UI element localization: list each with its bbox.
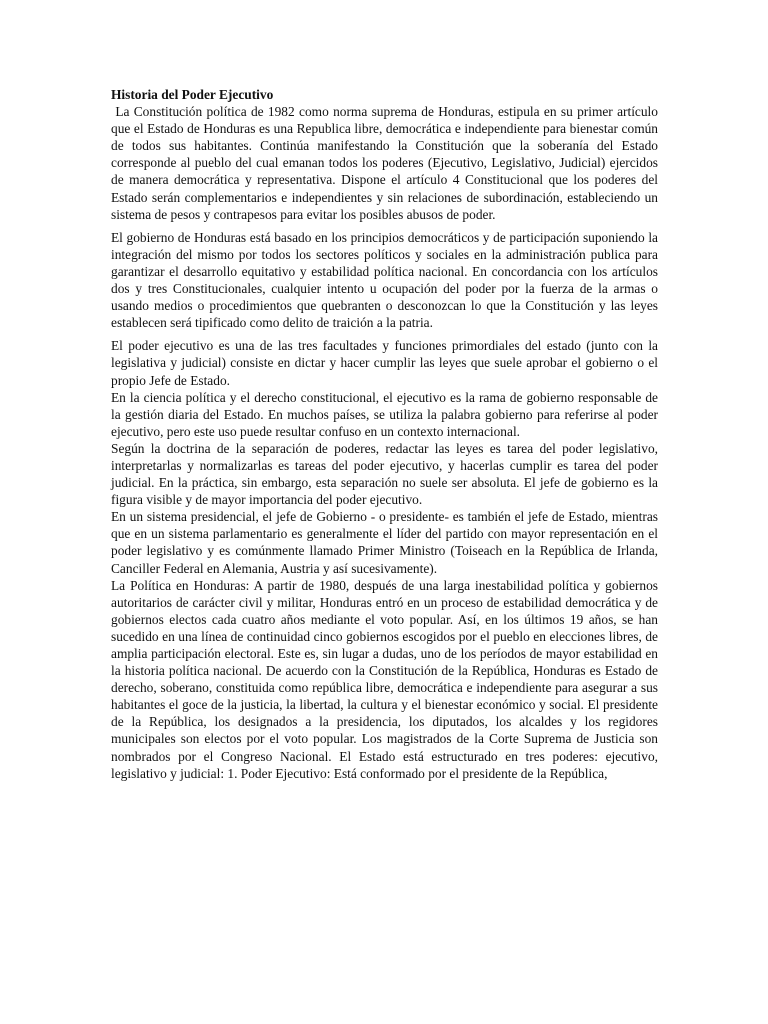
paragraph-constitucion: La Constitución política de 1982 como norma suprema de Honduras, estipula en su primer artículo que el Estado de Honduras es una Republica libre, democrática e independiente para bienestar común de todos sus habitantes. Continúa manifestando la Constitución que la soberanía del Estado corresponde al pueblo del cual emanan todos los poderes (Ejecutivo, Legislativo, Judicial) ejercidos de manera democrática y representativa. Dispone el artículo 4 Constitucional que los poderes del Estado serán complementarios e independientes y sin relaciones de subordinación, estableciendo un sistema de pesos y contrapesos para evitar los posibles abusos de poder. <box>111 104 662 222</box>
document-title: Historia del Poder Ejecutivo <box>111 87 274 102</box>
paragraph-sistema-presidencial: En un sistema presidencial, el jefe de Gobierno - o presidente- es también el jefe de Estado, mientras que en un sistema parlamentario es generalmente el líder del partido con mayor representación en el poder legislativo y es comúnmente llamado Primer Ministro (Toiseach en la República de Irlanda, Canciller Federal en Alemania, Austria y así sucesivamente). <box>111 509 658 576</box>
paragraph-separacion-poderes: Según la doctrina de la separación de poderes, redactar las leyes es tarea del poder legislativo, interpretarlas y normalizarlas es tareas del poder ejecutivo, y hacerlas cumplir es tarea del poder judicial. En la práctica, sin embargo, esta separación no suele ser absoluta. El jefe de gobierno es la figura visible y de mayor importancia del poder ejecutivo. <box>111 440 658 508</box>
paragraph-poder-ejecutivo: El poder ejecutivo es una de las tres facultades y funciones primordiales del estado (junto con la legislativa y judicial) consiste en dictar y hacer cumplir las leyes que suele aprobar el gobierno o el propio Jefe de Estado. <box>111 338 658 388</box>
document-page <box>111 86 662 782</box>
paragraph-gobierno-honduras: El gobierno de Honduras está basado en los principios democráticos y de participación suponiendo la integración del mismo por todos los sectores políticos y sociales en la administración publica para garantizar el desarrollo equitativo y estabilidad política nacional. En concordancia con los artículos dos y tres Constitucionales, cualquier intento u ocupación del poder por la fuerza de la armas o usando medios o procedimientos que quebranten o desconozcan lo que la Constitución y las leyes establecen será tipificado como delito de traición a la patria. <box>111 229 658 331</box>
paragraph-politica-honduras: La Política en Honduras: A partir de 1980, después de una larga inestabilidad política y gobiernos autoritarios de carácter civil y militar, Honduras entró en un proceso de estabilidad democrática y de gobiernos electos cada cuatro años mediante el voto popular. Así, en los últimos 19 años, se han sucedido en una línea de continuidad cinco gobiernos escogidos por el pueblo en elecciones libres, de amplia participación electoral. Este es, sin lugar a dudas, uno de los períodos de mayor estabilidad en la historia política nacional. De acuerdo con la Constitución de la República, Honduras es Estado de derecho, soberano, constituida como república libre, democrática e independiente para asegurar a sus habitantes el goce de la justicia, la libertad, la cultura y el bienestar económico y social. El presidente de la República, los designados a la presidencia, los diputados, los alcaldes y los regidores municipales son electos por el voto popular. Los magistrados de la Corte Suprema de Justicia son nombrados por el Congreso Nacional. El Estado está estructurado en tres poderes: ejecutivo, legislativo y judicial: 1. Poder Ejecutivo: Está conformado por el presidente de la República, <box>111 577 658 781</box>
paragraph-ciencia-politica: En la ciencia política y el derecho constitucional, el ejecutivo es la rama de gobierno responsable de la gestión diaria del Estado. En muchos países, se utiliza la palabra gobierno para referirse al poder ejecutivo, pero este uso puede resultar confuso en un contexto internacional. <box>111 389 658 439</box>
